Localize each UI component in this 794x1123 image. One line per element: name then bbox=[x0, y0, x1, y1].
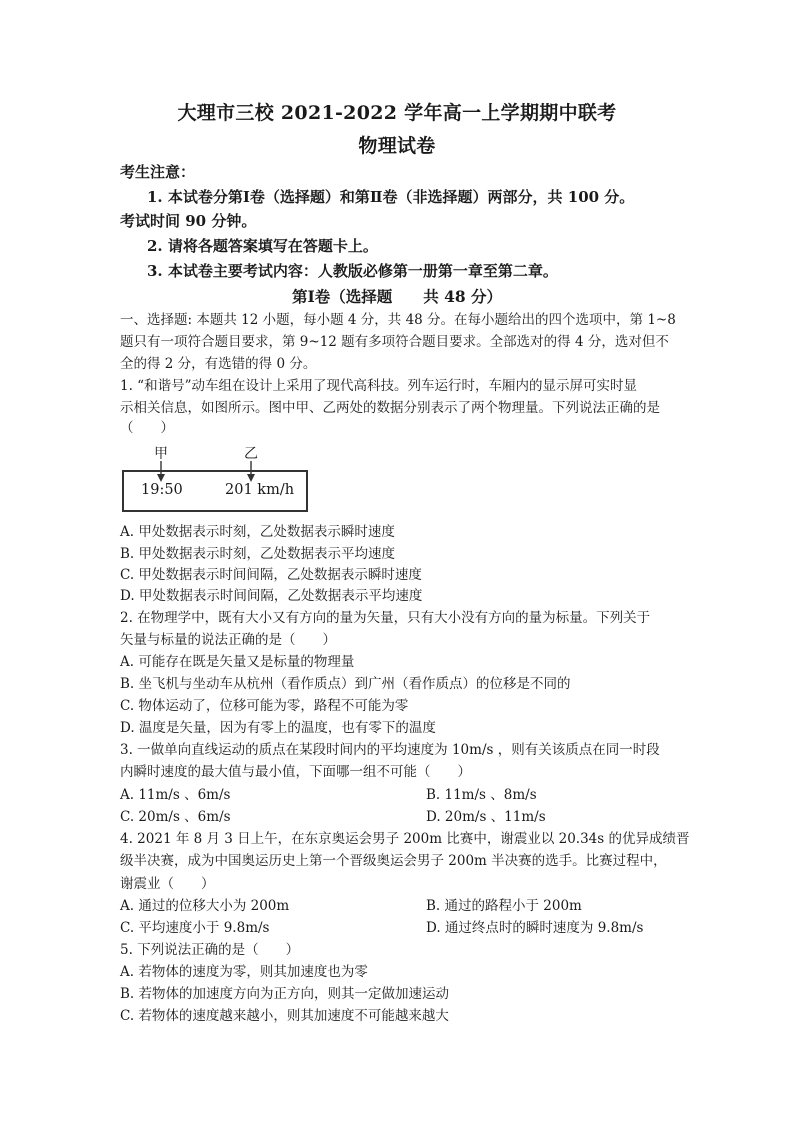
section-intro-2: 题只有一项符合题目要求，第 9~12 题有多项符合题目要求。全部选对的得 4 分，选对但不 bbox=[120, 334, 669, 350]
section-intro-1: 一、选择题: 本题共 12 小题，每小题 4 分，共 48 分。在每小题给出的四个选项中，第 1~8 bbox=[120, 312, 676, 328]
exam-title: 大理市三校 2021-2022 学年高一上学期期中联考 bbox=[177, 102, 617, 124]
q2-stem-1: 2. 在物理学中，既有大小又有方向的量为矢量，只有大小没有方向的量为标量。下列关于 bbox=[120, 610, 651, 626]
q4-stem-2: 级半决赛，成为中国奥运历史上第一个晋级奥运会男子 200m 半决赛的选手。比赛过程中， bbox=[120, 853, 667, 869]
q1-stem-3: （ ） bbox=[120, 420, 174, 436]
train-display-panel bbox=[122, 470, 308, 512]
q3-stem-2: 内瞬时速度的最大值与最小值，下面哪一组不可能（ ） bbox=[120, 764, 471, 780]
q5-option-a: A. 若物体的速度为零，则其加速度也为零 bbox=[120, 964, 368, 980]
q3-option-a: A. 11m/s 、6m/s bbox=[120, 787, 231, 803]
q5-option-b: B. 若物体的加速度方向为正方向，则其一定做加速运动 bbox=[120, 986, 450, 1002]
notice-item-3: 3. 本试卷主要考试内容：人教版必修第一册第一章至第二章。 bbox=[147, 262, 558, 280]
q4-stem-1: 4. 2021 年 8 月 3 日上午，在东京奥运会男子 200m 比赛中，谢震业以 20.34s 的优异成绩晋 bbox=[120, 831, 690, 847]
diagram-label-b: 乙 bbox=[244, 446, 258, 462]
section-title: 第Ⅰ卷（选择题 共 48 分） bbox=[291, 287, 503, 306]
q2-option-c: C. 物体运动了，位移可能为零，路程不可能为零 bbox=[120, 698, 409, 714]
q1-option-c: C. 甲处数据表示时间间隔，乙处数据表示瞬时速度 bbox=[120, 567, 422, 583]
q1-option-a: A. 甲处数据表示时刻，乙处数据表示瞬时速度 bbox=[120, 524, 395, 540]
notice-heading: 考生注意： bbox=[120, 163, 196, 181]
exam-subtitle: 物理试卷 bbox=[358, 135, 436, 157]
q3-option-b: B. 11m/s 、8m/s bbox=[426, 787, 537, 803]
q2-option-d: D. 温度是矢量，因为有零上的温度，也有零下的温度 bbox=[120, 720, 436, 736]
q4-stem-3: 谢震业（ ） bbox=[120, 876, 215, 892]
diagram-label-a: 甲 bbox=[154, 446, 168, 462]
q5-option-c: C. 若物体的速度越来越小，则其加速度不可能越来越大 bbox=[120, 1008, 449, 1024]
q2-option-b: B. 坐飞机与坐动车从杭州（看作质点）到广州（看作质点）的位移是不同的 bbox=[120, 676, 571, 692]
q3-stem-1: 3. 一做单向直线运动的质点在某段时间内的平均速度为 10m/s ，则有关该质点在同一时段 bbox=[120, 742, 660, 758]
q3-option-d: D. 20m/s 、11m/s bbox=[426, 809, 546, 825]
display-time-value: 19:50 bbox=[141, 482, 183, 498]
q1-stem-2: 示相关信息，如图所示。图中甲、乙两处的数据分别表示了两个物理量。下列说法正确的是 bbox=[120, 400, 660, 416]
section-intro-3: 全的得 2 分，有选错的得 0 分。 bbox=[120, 356, 317, 372]
q1-option-b: B. 甲处数据表示时刻，乙处数据表示平均速度 bbox=[120, 546, 396, 562]
notice-item-2: 2. 请将各题答案填写在答题卡上。 bbox=[147, 237, 378, 255]
q4-option-b: B. 通过的路程小于 200m bbox=[426, 898, 582, 914]
q3-option-c: C. 20m/s 、6m/s bbox=[120, 809, 231, 825]
q4-option-a: A. 通过的位移大小为 200m bbox=[120, 898, 290, 914]
q2-stem-2: 矢量与标量的说法正确的是（ ） bbox=[120, 632, 336, 648]
display-speed-value: 201 km/h bbox=[225, 482, 295, 498]
q1-option-d: D. 甲处数据表示时间间隔，乙处数据表示平均速度 bbox=[120, 588, 423, 604]
q5-stem-1: 5. 下列说法正确的是（ ） bbox=[120, 942, 300, 958]
q2-option-a: A. 可能存在既是矢量又是标量的物理量 bbox=[120, 654, 355, 670]
q4-option-c: C. 平均速度小于 9.8m/s bbox=[120, 920, 270, 936]
q4-option-d: D. 通过终点时的瞬时速度为 9.8m/s bbox=[426, 920, 644, 936]
q1-stem-1: 1. “和谐号”动车组在设计上采用了现代高科技。列车运行时，车厢内的显示屏可实时显 bbox=[120, 378, 637, 394]
notice-item-1: 1. 本试卷分第Ⅰ卷（选择题）和第Ⅱ卷（非选择题）两部分，共 100 分。 bbox=[147, 188, 635, 206]
notice-item-1-cont: 考试时间 90 分钟。 bbox=[120, 212, 257, 230]
